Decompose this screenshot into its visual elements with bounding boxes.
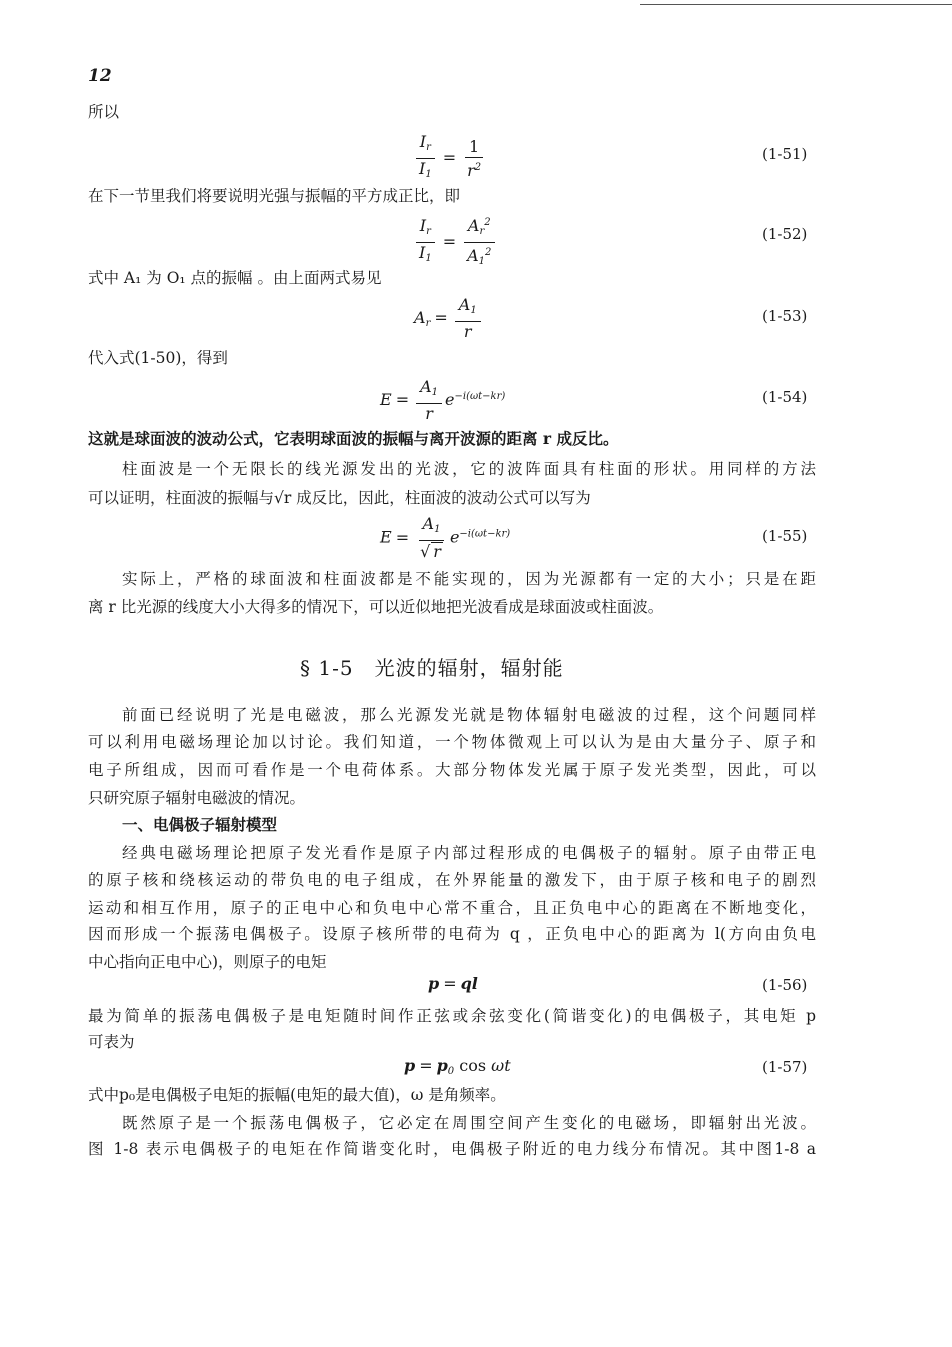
text-line: 式中 A₁ 为 O₁ 点的振幅 。由上面两式易见 (88, 269, 382, 287)
section-title: § 1-5 光波的辐射，辐射能 (300, 656, 564, 680)
equation-1-57: $p = p_0$ cos ωt (404, 1056, 511, 1077)
page-number: 12 (88, 66, 112, 86)
equation-1-56: p = ql (428, 974, 478, 993)
text-line: 可表为 (88, 1033, 135, 1051)
text-line: 前面已经说明了光是电磁波，那么光源发光就是物体辐射电磁波的过程，这个问题同样 (122, 706, 816, 724)
equation-1-53: $A_r$ = $\frac{A_1}{r}$ (414, 296, 484, 341)
equation-number: (1-56) (762, 976, 808, 994)
text-line: 这就是球面波的波动公式，它表明球面波的振幅与离开波源的距离 r 成反比。 (88, 429, 619, 448)
equation-1-52: $\frac{I_r}{I_1}$ = $\frac{A_r^2}{A_1^2}$ (412, 214, 498, 271)
text-line: 最为简单的振荡电偶极子是电矩随时间作正弦或余弦变化(简谐变化)的电偶极子，其电矩 p (88, 1007, 816, 1025)
text-line: 图 1-8 表示电偶极子的电矩在作简谐变化时，电偶极子附近的电力线分布情况。其中图1-8 a (88, 1140, 816, 1158)
text-line: 在下一节里我们将要说明光强与振幅的平方成正比，即 (88, 187, 461, 205)
text-line: 柱面波是一个无限长的线光源发出的光波，它的波阵面具有柱面的形状。用同样的方法 (122, 460, 816, 478)
equation-number: (1-51) (762, 145, 808, 163)
header-rule (640, 4, 952, 5)
text-line: 只研究原子辐射电磁波的情况。 (88, 789, 306, 807)
text-line: 实际上，严格的球面波和柱面波都是不能实现的，因为光源都有一定的大小；只是在距 (122, 570, 816, 588)
equation-1-54: E = $\frac{A_1}{r}$ $e^{-i(\omega t-kr)}$ (380, 377, 506, 423)
text-line: 代入式(1-50)，得到 (88, 349, 228, 367)
text-line: 经典电磁场理论把原子发光看作是原子内部过程形成的电偶极子的辐射。原子由带正电 (122, 844, 816, 862)
equation-1-51: $\frac{I_r}{I_1}$ = $\frac{1}{r^2}$ (412, 133, 488, 184)
text-line: 中心指向正电中心)，则原子的电矩 (88, 953, 327, 971)
equation-number: (1-52) (762, 225, 808, 243)
equation-number: (1-55) (762, 527, 808, 545)
equation-number: (1-53) (762, 307, 808, 325)
equation-1-55: E = $\frac{A_1}{√ r}$ $e^{-i(\omega t-kr)}$ (380, 514, 511, 561)
equation-number: (1-57) (762, 1058, 808, 1076)
subsection-heading: 一、电偶极子辐射模型 (122, 815, 278, 834)
text-line: 可以利用电磁场理论加以讨论。我们知道，一个物体微观上可以认为是由大量分子、原子和 (88, 733, 816, 751)
text-line: 离 r 比光源的线度大小大得多的情况下，可以近似地把光波看成是球面波或柱面波。 (88, 598, 664, 616)
text-line: 式中p₀是电偶极子电矩的振幅(电矩的最大值)，ω 是角频率。 (88, 1086, 506, 1104)
text-line: 的原子核和绕核运动的带负电的电子组成，在外界能量的激发下，由于原子核和电子的剧烈 (88, 871, 816, 889)
text-line: 电子所组成，因而可看作是一个电荷体系。大部分物体发光属于原子发光类型，因此，可以 (88, 761, 816, 779)
text-line: 可以证明，柱面波的振幅与√r 成反比，因此，柱面波的波动公式可以写为 (88, 489, 591, 507)
text-line: 所以 (88, 103, 120, 121)
equation-number: (1-54) (762, 388, 808, 406)
text-line: 运动和相互作用，原子的正电中心和负电中心常不重合，且正负电中心的距离在不断地变化， (88, 899, 816, 917)
text-line: 既然原子是一个振荡电偶极子，它必定在周围空间产生变化的电磁场，即辐射出光波。 (122, 1114, 816, 1132)
text-line: 因而形成一个振荡电偶极子。设原子核所带的电荷为 q ，正负电中心的距离为 l(方向由负电 (88, 925, 816, 943)
